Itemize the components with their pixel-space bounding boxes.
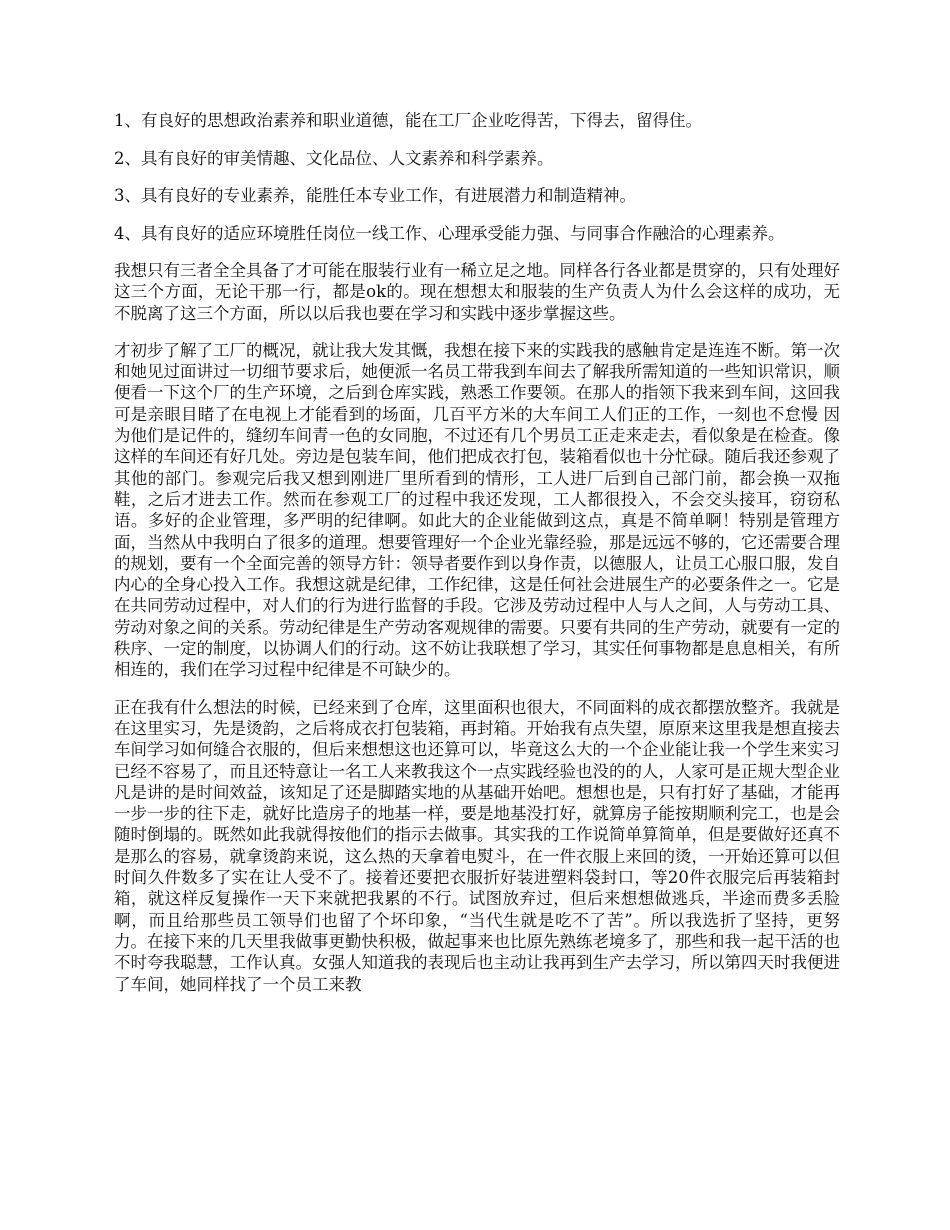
list-item-2: 2、具有良好的审美情趣、文化品位、人文素养和科学素养。 [114, 148, 554, 168]
document-body [114, 110, 840, 1011]
list-item-1: 1、有良好的思想政治素养和职业道德，能在工厂企业吃得苦，下得去，留得住。 [114, 111, 702, 130]
paragraph-1: 我想只有三者全全具备了才可能在服装行业有一稀立足之地。同样各行各业都是贯穿的，只有处理好这三个方面，无论干那一行，都是ok的。现在想想太和服装的生产负责人为什么会这样的成功，无不脱离了这三个方面，所以以后我也要在学习和实践中逐步掌握这些。 [114, 261, 840, 323]
paragraph-2: 才初步了解了工厂的概况，就让我大发其慨，我想在接下来的实践我的感触肯定是连连不断。第一次和她见过面讲过一切细节要求后，她便派一名员工带我到车间去了解我所需知道的一些知识常识，顺便看一下这个厂的生产环境，之后到仓库实践，熟悉工作要领。在那人的指领下我来到车间，这回我可是亲眼目睹了在电视上才能看到的场面，几百平方米的大车间工人们正的工作，一刻也不怠慢 因为他们是记件的，缝纫车间青一色的女同胞，不过还有几个男员工正走来走去，看似象是在检查。像这样的车间还有好几处。旁边是包装车间，他们把成衣打包，装箱看似也十分忙碌。随后我还参观了其他的部门。参观完后我又想到刚进厂里所看到的情形，工人进厂后到自己部门前，都会换一双拖鞋，之后才进去工作。然而在参观工厂的过程中我还发现，工人都很投入，不会交头接耳，窃窃私语。多好的企业管理，多严明的纪律啊。如此大的企业能做到这点，真是不简单啊！特别是管理方面，当然从中我明白了很多的道理。想要管理好一个企业光靠经验，那是远远不够的，它还需要合理的规划，要有一个全面完善的领导方针：领导者要作到以身作责，以德服人，让员工心服口服，发自内心的全身心投入工作。我想这就是纪律，工作纪律，这是任何社会进展生产的必要条件之一。它是在共同劳动过程中，对人们的行为进行监督的手段。它涉及劳动过程中人与人之间，人与劳动工具、劳动对象之间的关系。劳动纪律是生产劳动客观规律的需要。只要有共同的生产劳动，就要有一定的秩序、一定的制度，以协调人们的行动。这不妨让我联想了学习，其实任何事物都是息息相关，有所相连的，我们在学习过程中纪律是不可缺少的。 [114, 340, 840, 680]
list-item-3: 3、具有良好的专业素养，能胜任本专业工作，有进展潜力和制造精神。 [114, 186, 636, 205]
list-item-4: 4、具有良好的适应环境胜任岗位一线工作、心理承受能力强、与同事合作融洽的心理素养。 [114, 223, 785, 243]
paragraph-3: 正在我有什么想法的时候，已经来到了仓库，这里面积也很大，不同面料的成衣都摆放整齐。我就是在这里实习，先是烫韵，之后将成衣打包装箱，再封箱。开始我有点失望，原原来这里我是想直接去车间学习如何缝合衣服的，但后来想想这也还算可以，毕竟这么大的一个企业能让我一个学生来实习已经不容易了，而且还特意让一名工人来教我这个一点实践经验也没的的人，人家可是正规大型企业凡是讲的是时间效益，该知足了还是脚踏实地的从基础开始吧。想想也是，只有打好了基础，才能再一步一步的往下走，就好比造房子的地基一样，要是地基没打好，就算房子能按期顺利完工，也是会随时倒塌的。既然如此我就得按他们的指示去做事。其实我的工作说简单算简单，但是要做好还真不是那么的容易，就拿烫韵来说，这么热的天拿着电熨斗，在一件衣服上来回的烫，一开始还算可以但时间久件数多了实在让人受不了。接着还要把衣服折好装进塑料袋封口，等20件衣服完后再装箱封箱，就这样反复操作一天下来就把我累的不行。试图放弃过，但后来想想做逃兵，半途而费多丢脸啊，而且给那些员工领导们也留了个坏印象，“当代生就是吃不了苦”。所以我选折了坚持，更努力。在接下来的几天里我做事更勤快积极，做起事来也比原先熟练老境多了，那些和我一起干活的也不时夸我聪慧，工作认真。女强人知道我的表现后也主动让我再到生产去学习，所以第四天时我便进了车间，她同样找了一个员工来教 [114, 697, 840, 994]
